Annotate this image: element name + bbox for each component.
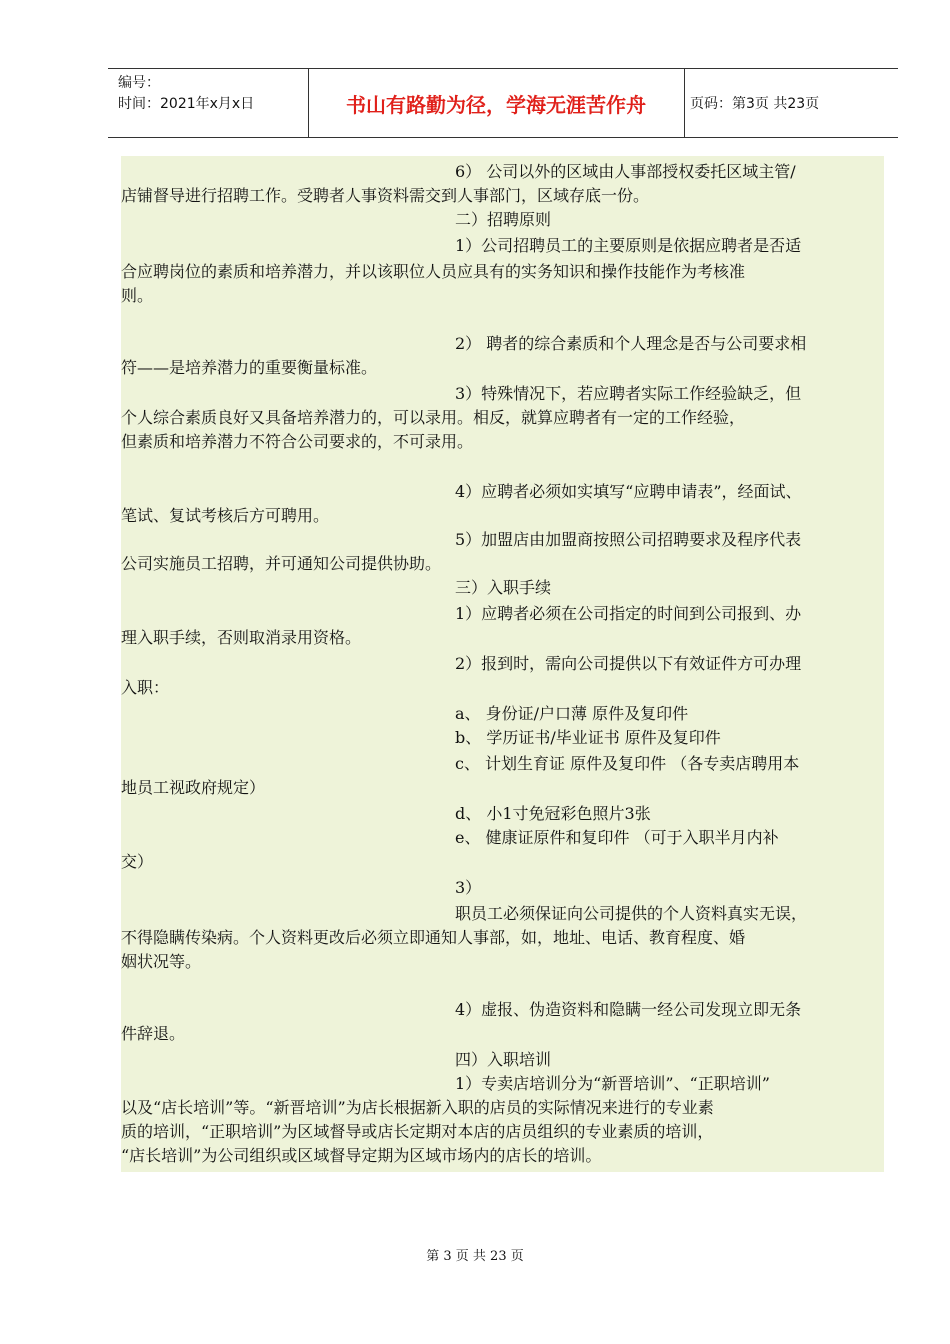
- body-line: 则。: [121, 286, 154, 305]
- body-line: 入职：: [121, 678, 170, 697]
- header-page-label: 页码：第3页 共23页: [690, 96, 820, 112]
- header-motto: 书山有路勤为径，学海无涯苦作舟: [346, 92, 646, 117]
- body-line: 合应聘岗位的素质和培养潜力，并以该职位人员应具有的实务知识和操作技能作为考核准: [121, 262, 746, 281]
- body-line: 交）: [121, 852, 154, 871]
- body-line: d、 小1寸免冠彩色照片3张: [455, 804, 651, 823]
- page-header: [108, 68, 898, 138]
- body-line: 4）应聘者必须如实填写“应聘申请表”，经面试、: [455, 482, 802, 501]
- body-line: 4）虚报、伪造资料和隐瞒一经公司发现立即无条: [455, 1000, 802, 1019]
- header-meta: [118, 69, 308, 141]
- header-divider: [684, 69, 685, 137]
- body-line: 笔试、复试考核后方可聘用。: [121, 506, 330, 525]
- body-line: “店长培训”为公司组织或区域督导定期为区域市场内的店长的培训。: [121, 1146, 602, 1165]
- body-line: 2）报到时，需向公司提供以下有效证件方可办理: [455, 654, 802, 673]
- body-line: 以及“店长培训”等。“新晋培训”为店长根据新入职的店员的实际情况来进行的专业素: [121, 1098, 714, 1117]
- document-body: [121, 156, 884, 1172]
- body-line: 但素质和培养潜力不符合公司要求的，不可录用。: [121, 432, 474, 451]
- body-line: 姻状况等。: [121, 952, 202, 971]
- number-label: 编号：: [118, 75, 160, 91]
- page-footer: 第 3 页 共 23 页: [426, 1249, 524, 1264]
- body-line: 地员工视政府规定）: [121, 778, 266, 797]
- body-line: 6） 公司以外的区域由人事部授权委托区域主管/: [455, 162, 796, 181]
- body-line: 不得隐瞒传染病。个人资料更改后必须立即通知人事部，如，地址、电话、教育程度、婚: [121, 928, 746, 947]
- body-line: 5）加盟店由加盟商按照公司招聘要求及程序代表: [455, 530, 802, 549]
- body-line: 质的培训，“正职培训”为区域督导或店长定期对本店的店员组织的专业素质的培训，: [121, 1122, 714, 1141]
- body-line: a、 身份证/户口薄 原件及复印件: [455, 704, 689, 723]
- body-line: 理入职手续，否则取消录用资格。: [121, 628, 362, 647]
- body-line: 个人综合素质良好又具备培养潜力的，可以录用。相反，就算应聘者有一定的工作经验，: [121, 408, 746, 427]
- body-line: 职员工必须保证向公司提供的个人资料真实无误，: [455, 904, 808, 923]
- body-line: c、 计划生育证 原件及复印件 （各专卖店聘用本: [455, 754, 800, 773]
- body-line: 四）入职培训: [455, 1050, 552, 1069]
- body-line: 3）: [455, 878, 482, 897]
- body-line: 1）专卖店培训分为“新晋培训”、“正职培训”: [455, 1074, 770, 1093]
- header-divider: [308, 69, 309, 137]
- body-line: 二）招聘原则: [455, 210, 552, 229]
- body-line: 公司实施员工招聘，并可通知公司提供协助。: [121, 554, 442, 573]
- body-line: 1）应聘者必须在公司指定的时间到公司报到、办: [455, 604, 802, 623]
- body-line: 2） 聘者的综合素质和个人理念是否与公司要求相: [455, 334, 807, 353]
- body-line: 三）入职手续: [455, 578, 552, 597]
- time-label: 时间：2021年x月x日: [118, 96, 255, 112]
- body-line: 件辞退。: [121, 1024, 186, 1043]
- body-line: e、 健康证原件和复印件 （可于入职半月内补: [455, 828, 779, 847]
- body-line: 符——是培养潜力的重要衡量标准。: [121, 358, 378, 377]
- body-line: 3）特殊情况下，若应聘者实际工作经验缺乏，但: [455, 384, 802, 403]
- body-line: 1）公司招聘员工的主要原则是依据应聘者是否适: [455, 236, 802, 255]
- body-line: b、 学历证书/毕业证书 原件及复印件: [455, 728, 721, 747]
- body-line: 店铺督导进行招聘工作。受聘者人事资料需交到人事部门，区域存底一份。: [121, 186, 650, 205]
